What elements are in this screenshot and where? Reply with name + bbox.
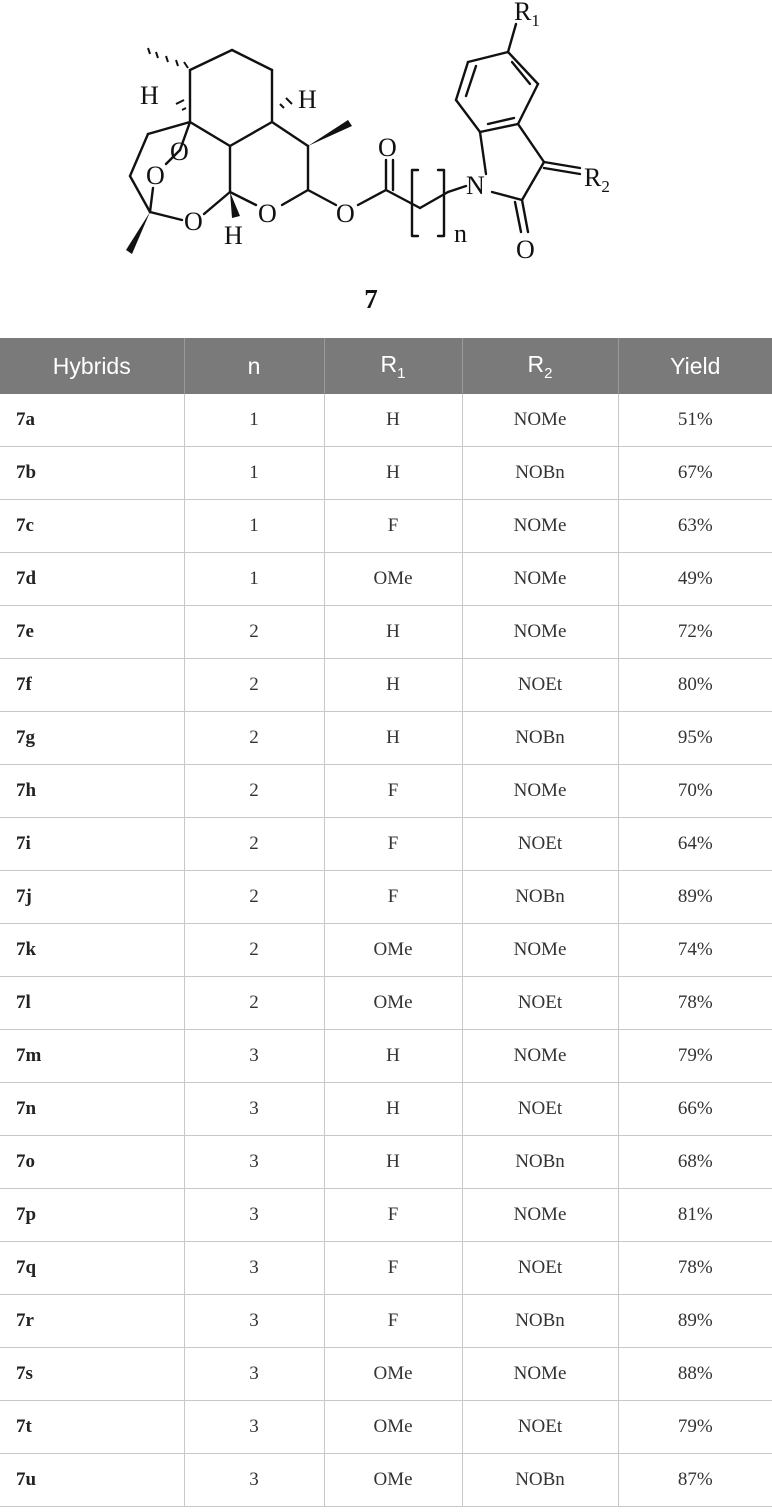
r2-cell: NOMe <box>462 500 618 553</box>
atom-o-label: O <box>516 235 535 264</box>
table-row <box>0 1083 772 1136</box>
yield-cell: 51% <box>618 394 772 447</box>
atom-o-label: O <box>170 137 189 166</box>
table-row <box>0 977 772 1030</box>
atom-o-label: O <box>258 199 277 228</box>
n-cell: 3 <box>184 1083 324 1136</box>
r1-cell: F <box>324 818 462 871</box>
hybrid-cell: 7g <box>0 712 184 765</box>
yield-cell: 79% <box>618 1030 772 1083</box>
table-row <box>0 1136 772 1189</box>
r1-cell: F <box>324 500 462 553</box>
column-header-yield: Yield <box>618 338 772 394</box>
n-cell: 1 <box>184 447 324 500</box>
r1-cell: H <box>324 1136 462 1189</box>
table-row <box>0 1454 772 1507</box>
r1-cell: OMe <box>324 553 462 606</box>
table-row <box>0 1348 772 1401</box>
hybrid-cell: 7k <box>0 924 184 977</box>
hybrid-cell: 7d <box>0 553 184 606</box>
table-row <box>0 606 772 659</box>
n-cell: 1 <box>184 394 324 447</box>
r1-cell: F <box>324 765 462 818</box>
r2-cell: NOBn <box>462 871 618 924</box>
hybrid-cell: 7h <box>0 765 184 818</box>
r1-cell: F <box>324 1295 462 1348</box>
hybrid-cell: 7f <box>0 659 184 712</box>
r1-cell: F <box>324 871 462 924</box>
column-header-hybrids: Hybrids <box>0 338 184 394</box>
hybrid-cell: 7b <box>0 447 184 500</box>
r1-cell: OMe <box>324 924 462 977</box>
table-body <box>0 394 772 1507</box>
r2-cell: NOMe <box>462 606 618 659</box>
atom-h-label: H <box>140 81 159 110</box>
table-row <box>0 1295 772 1348</box>
yield-cell: 78% <box>618 1242 772 1295</box>
r2-cell: NOBn <box>462 447 618 500</box>
r2-cell: NOBn <box>462 1454 618 1507</box>
yield-cell: 79% <box>618 1401 772 1454</box>
r1-cell: OMe <box>324 1348 462 1401</box>
column-header-n: n <box>184 338 324 394</box>
hybrid-cell: 7o <box>0 1136 184 1189</box>
r2-cell: NOEt <box>462 659 618 712</box>
r2-cell: NOMe <box>462 765 618 818</box>
hybrids-table <box>0 338 772 1507</box>
hybrid-cell: 7c <box>0 500 184 553</box>
hybrid-cell: 7i <box>0 818 184 871</box>
yield-cell: 68% <box>618 1136 772 1189</box>
hybrid-cell: 7m <box>0 1030 184 1083</box>
n-cell: 3 <box>184 1242 324 1295</box>
table-row <box>0 659 772 712</box>
atom-h-label: H <box>224 221 243 250</box>
r2-cell: NOMe <box>462 1348 618 1401</box>
hybrid-cell: 7t <box>0 1401 184 1454</box>
yield-cell: 87% <box>618 1454 772 1507</box>
hybrid-cell: 7s <box>0 1348 184 1401</box>
hybrid-cell: 7j <box>0 871 184 924</box>
r1-cell: H <box>324 1083 462 1136</box>
hybrid-cell: 7a <box>0 394 184 447</box>
n-cell: 3 <box>184 1401 324 1454</box>
table-row <box>0 1242 772 1295</box>
r2-cell: NOEt <box>462 1242 618 1295</box>
r2-cell: NOEt <box>462 1083 618 1136</box>
table-row <box>0 871 772 924</box>
n-cell: 2 <box>184 924 324 977</box>
hybrid-cell: 7p <box>0 1189 184 1242</box>
yield-cell: 89% <box>618 1295 772 1348</box>
r2-cell: NOMe <box>462 924 618 977</box>
r2-cell: NOEt <box>462 977 618 1030</box>
hybrid-cell: 7n <box>0 1083 184 1136</box>
r2-cell: NOMe <box>462 553 618 606</box>
r2-cell: NOBn <box>462 712 618 765</box>
n-cell: 3 <box>184 1189 324 1242</box>
r2-cell: NOBn <box>462 1295 618 1348</box>
hybrid-cell: 7e <box>0 606 184 659</box>
yield-cell: 49% <box>618 553 772 606</box>
table-row <box>0 1401 772 1454</box>
atom-h-label: H <box>298 85 317 114</box>
yield-cell: 95% <box>618 712 772 765</box>
r2-cell: NOEt <box>462 818 618 871</box>
r2-cell: NOMe <box>462 1189 618 1242</box>
hybrid-cell: 7l <box>0 977 184 1030</box>
yield-cell: 89% <box>618 871 772 924</box>
n-cell: 2 <box>184 712 324 765</box>
table-row <box>0 924 772 977</box>
n-cell: 1 <box>184 553 324 606</box>
column-header-r1: $R_1$ <box>324 338 462 394</box>
r1-cell: H <box>324 659 462 712</box>
yield-cell: 64% <box>618 818 772 871</box>
r1-cell: OMe <box>324 977 462 1030</box>
atom-o-label: O <box>184 207 203 236</box>
n-cell: 3 <box>184 1348 324 1401</box>
hybrid-cell: 7q <box>0 1242 184 1295</box>
table-header-row <box>0 338 772 394</box>
hybrid-cell: 7r <box>0 1295 184 1348</box>
r2-cell: NOEt <box>462 1401 618 1454</box>
n-cell: 2 <box>184 977 324 1030</box>
table-row <box>0 553 772 606</box>
n-cell: 3 <box>184 1454 324 1507</box>
n-cell: 2 <box>184 871 324 924</box>
r1-cell: OMe <box>324 1454 462 1507</box>
n-cell: 2 <box>184 765 324 818</box>
yield-cell: 63% <box>618 500 772 553</box>
column-header-r2: $R_2$ <box>462 338 618 394</box>
yield-cell: 88% <box>618 1348 772 1401</box>
repeat-n-label: n <box>454 219 467 248</box>
yield-cell: 80% <box>618 659 772 712</box>
r2-cell: NOBn <box>462 1136 618 1189</box>
table-row <box>0 447 772 500</box>
r2-label: $R_2$ <box>584 163 610 196</box>
r1-cell: H <box>324 712 462 765</box>
n-cell: 3 <box>184 1295 324 1348</box>
n-cell: 2 <box>184 659 324 712</box>
table-row <box>0 818 772 871</box>
r1-cell: H <box>324 394 462 447</box>
r1-cell: F <box>324 1242 462 1295</box>
n-cell: 1 <box>184 500 324 553</box>
compound-number: 7 <box>364 284 378 314</box>
r1-cell: H <box>324 447 462 500</box>
r2-cell: NOMe <box>462 394 618 447</box>
hybrid-cell: 7u <box>0 1454 184 1507</box>
r2-cell: NOMe <box>462 1030 618 1083</box>
r1-cell: F <box>324 1189 462 1242</box>
table-row <box>0 712 772 765</box>
n-cell: 2 <box>184 818 324 871</box>
atom-o-label: O <box>146 161 165 190</box>
yield-cell: 67% <box>618 447 772 500</box>
atom-n-label: N <box>466 171 485 200</box>
yield-cell: 74% <box>618 924 772 977</box>
table-row <box>0 1030 772 1083</box>
yield-cell: 78% <box>618 977 772 1030</box>
table-row <box>0 1189 772 1242</box>
yield-cell: 66% <box>618 1083 772 1136</box>
r1-label: $R_1$ <box>514 0 540 30</box>
yield-cell: 70% <box>618 765 772 818</box>
table-row <box>0 765 772 818</box>
chemical-structure-7 <box>0 0 772 338</box>
atom-o-label: O <box>378 133 397 162</box>
table-row <box>0 394 772 447</box>
n-cell: 3 <box>184 1136 324 1189</box>
table-row <box>0 500 772 553</box>
r1-cell: H <box>324 1030 462 1083</box>
atom-o-label: O <box>336 199 355 228</box>
r1-cell: OMe <box>324 1401 462 1454</box>
n-cell: 3 <box>184 1030 324 1083</box>
yield-cell: 81% <box>618 1189 772 1242</box>
n-cell: 2 <box>184 606 324 659</box>
yield-cell: 72% <box>618 606 772 659</box>
r1-cell: H <box>324 606 462 659</box>
